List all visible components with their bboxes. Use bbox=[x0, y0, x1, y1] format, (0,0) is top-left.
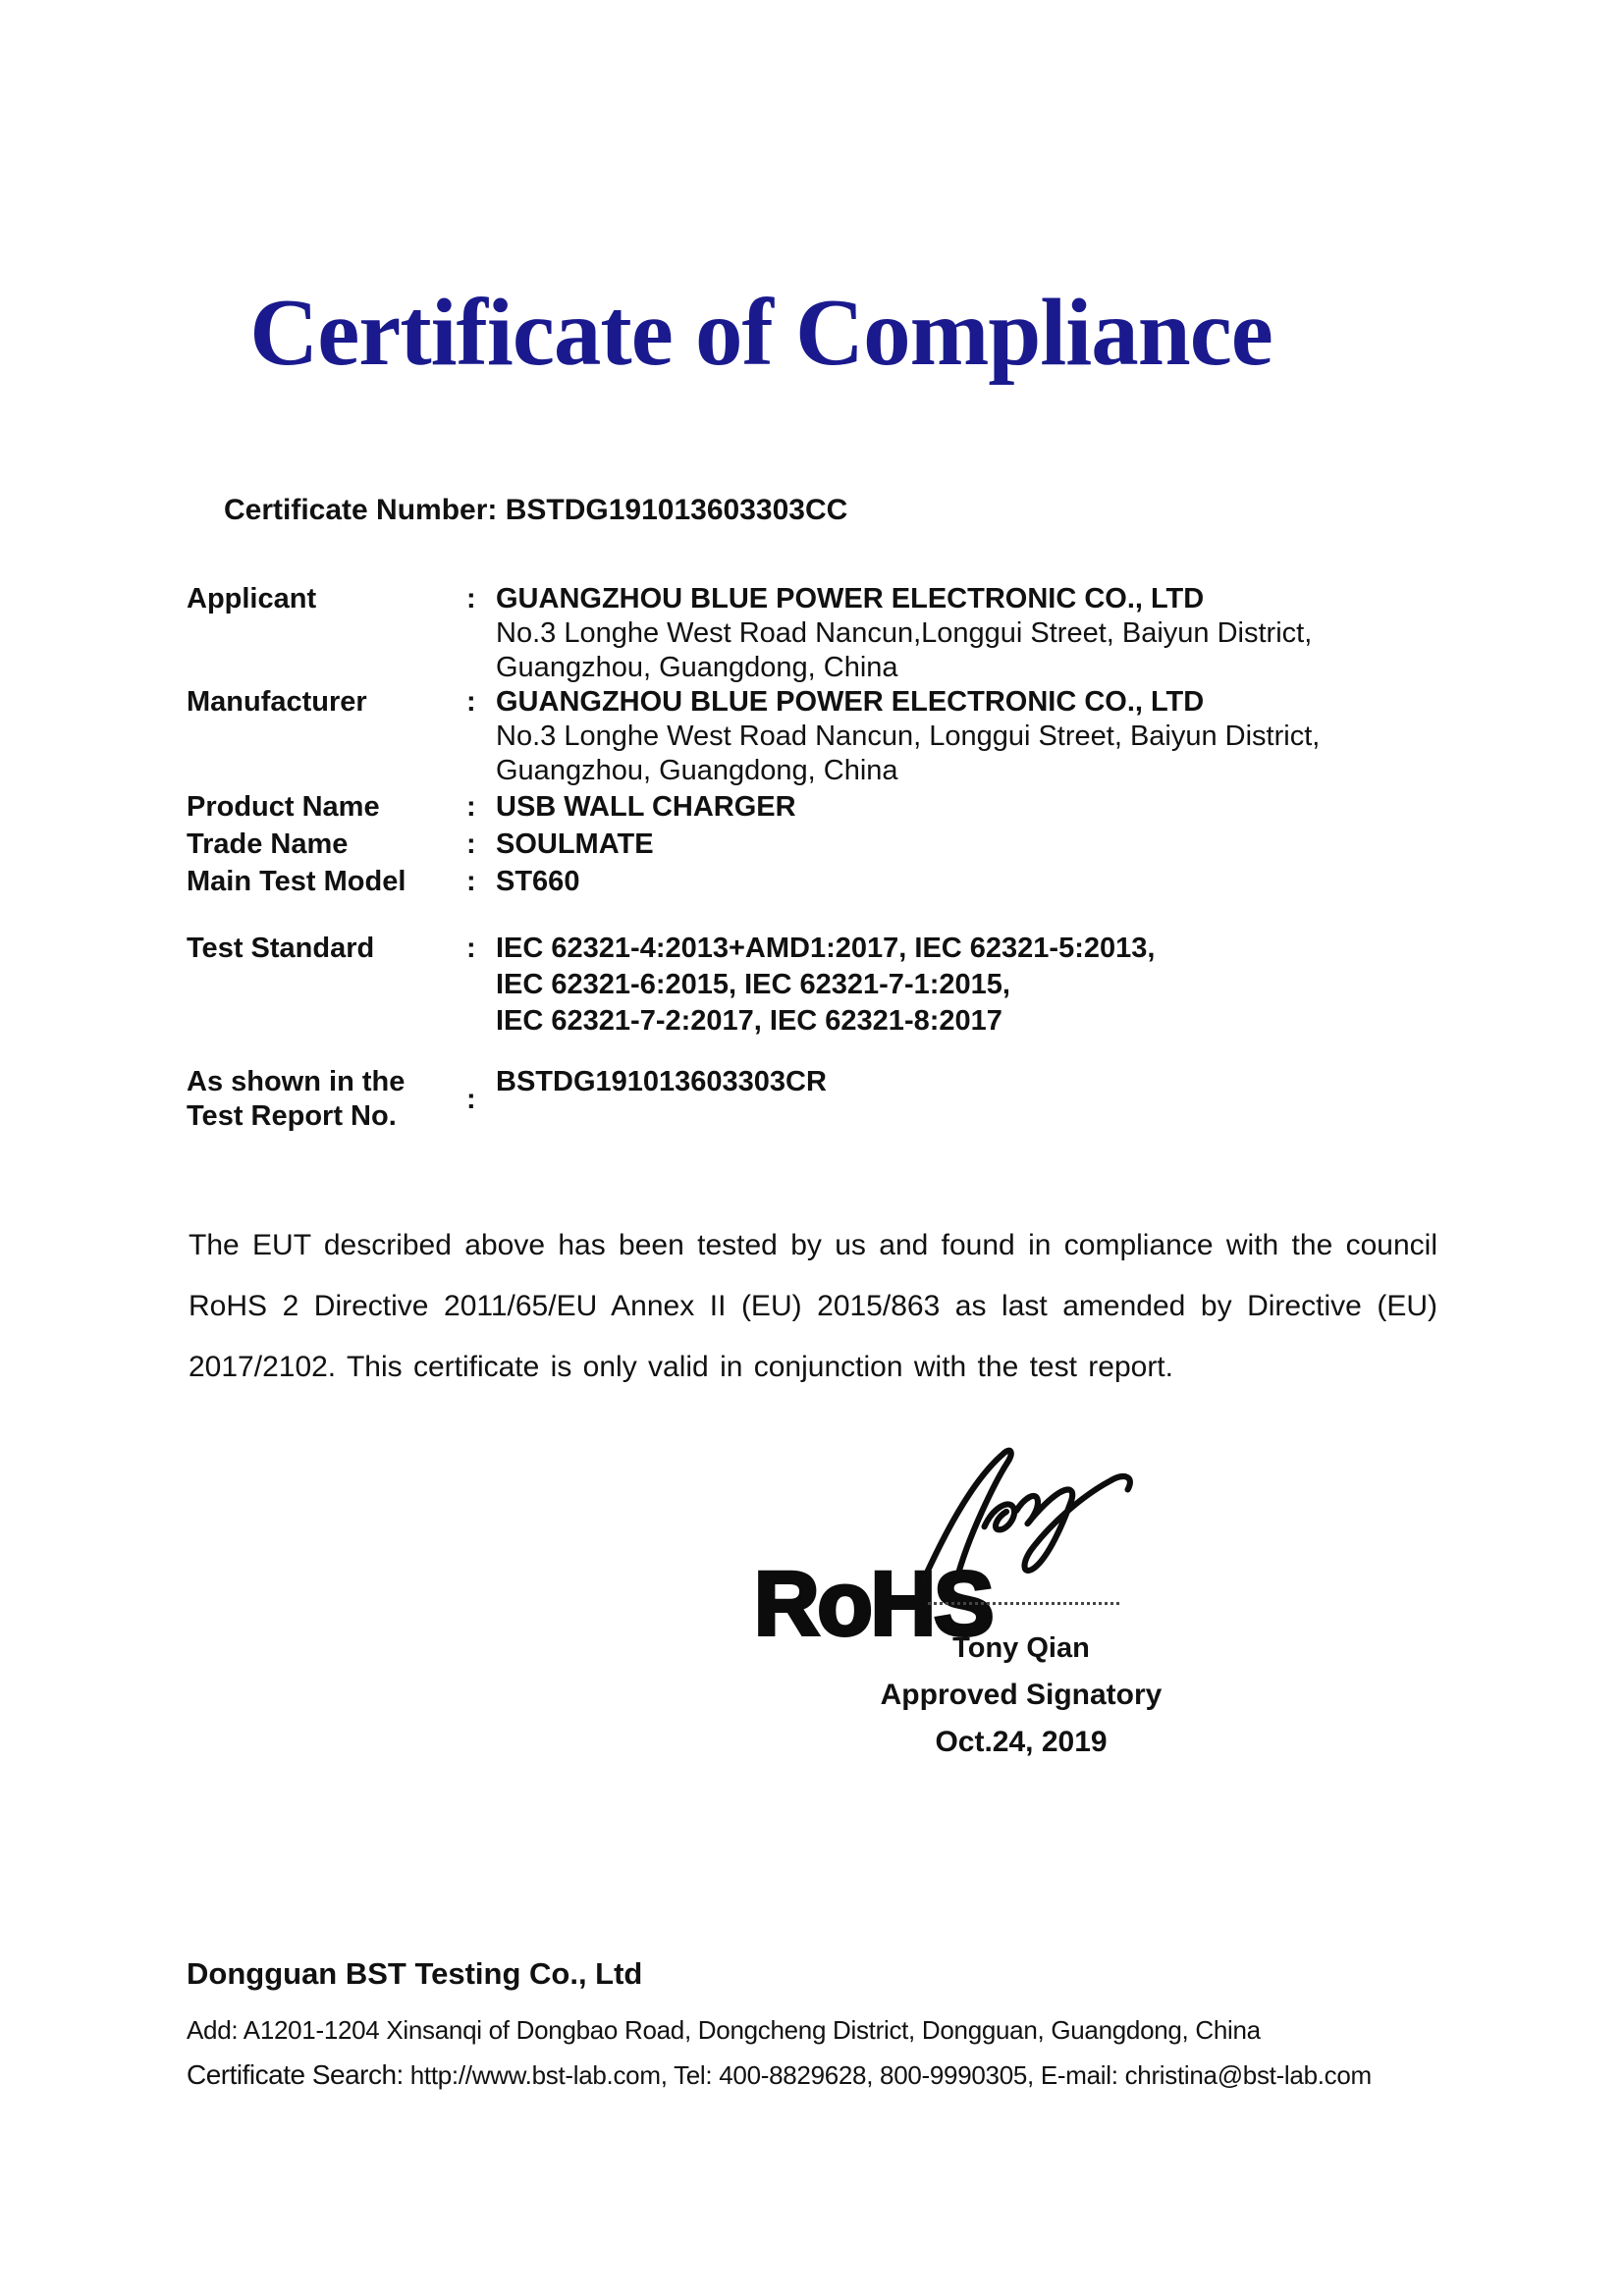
applicant-company: GUANGZHOU BLUE POWER ELECTRONIC CO., LTD bbox=[496, 583, 1205, 614]
test-standard-line: IEC 62321-4:2013+AMD1:2017, IEC 62321-5:2013, bbox=[496, 933, 1156, 964]
test-standard-line: IEC 62321-7-2:2017, IEC 62321-8:2017 bbox=[496, 1005, 1002, 1037]
field-row-main-test-model bbox=[187, 863, 1453, 900]
body-paragraph: The EUT described above has been tested by us and found in compliance with the council RoHS 2 Directive 2011/65/EU Annex II (EU) 2015/863 as last amended by Directive (EU) 2017/2102. This certificate is only valid in conjunction with the test report. bbox=[189, 1229, 1437, 1383]
product-name-value: USB WALL CHARGER bbox=[496, 791, 796, 823]
field-value bbox=[496, 582, 1453, 685]
certificate-search-label: Certificate Search: bbox=[187, 2059, 404, 2090]
signatory-block bbox=[874, 1625, 1168, 1766]
colon: : bbox=[466, 791, 476, 823]
footer-address: Add: A1201-1204 Xinsanqi of Dongbao Road, Dongcheng District, Dongguan, Guangdong, China bbox=[187, 2015, 1261, 2045]
certificate-title: Certificate of Compliance bbox=[249, 280, 1272, 385]
colon: : bbox=[466, 866, 476, 897]
field-row-trade-name bbox=[187, 826, 1453, 863]
footer-company-name: Dongguan BST Testing Co., Ltd bbox=[187, 1956, 643, 1991]
field-label: Product Name bbox=[187, 791, 380, 823]
field-label: Trade Name bbox=[187, 828, 349, 860]
field-row-applicant bbox=[187, 582, 1453, 685]
colon: : bbox=[466, 1083, 476, 1115]
certificate-number-value: BSTDG191013603303CC bbox=[505, 494, 848, 526]
signatory-name: Tony Qian bbox=[952, 1632, 1090, 1664]
certificate-search-value: http://www.bst-lab.com, Tel: 400-8829628, 800-9990305, E-mail: christina@bst-lab.com bbox=[403, 2060, 1372, 2090]
field-row-test-report bbox=[187, 1065, 1453, 1134]
certificate-number-label: Certificate Number: bbox=[224, 494, 498, 526]
test-standard-line: IEC 62321-6:2015, IEC 62321-7-1:2015, bbox=[496, 969, 1010, 1000]
applicant-address-line: Guangzhou, Guangdong, China bbox=[496, 652, 898, 683]
colon: : bbox=[466, 583, 476, 614]
manufacturer-company: GUANGZHOU BLUE POWER ELECTRONIC CO., LTD bbox=[496, 686, 1205, 718]
field-label: Test Standard bbox=[187, 933, 375, 964]
certificate-fields bbox=[187, 582, 1453, 1134]
field-label: Main Test Model bbox=[187, 866, 406, 897]
colon: : bbox=[466, 933, 476, 964]
field-label: As shown in the Test Report No. bbox=[187, 1066, 406, 1132]
test-report-value: BSTDG191013603303CR bbox=[496, 1066, 827, 1097]
signature-dotted-line bbox=[928, 1578, 1119, 1605]
applicant-address-line: No.3 Longhe West Road Nancun,Longgui Street, Baiyun District, bbox=[496, 617, 1313, 649]
signature-image bbox=[908, 1431, 1149, 1598]
field-value bbox=[496, 685, 1453, 788]
field-row-product-name bbox=[187, 788, 1453, 826]
manufacturer-address-line: Guangzhou, Guangdong, China bbox=[496, 755, 898, 786]
field-row-test-standard bbox=[187, 931, 1453, 1040]
main-test-model-value: ST660 bbox=[496, 866, 580, 897]
certificate-number bbox=[224, 494, 847, 527]
colon: : bbox=[466, 686, 476, 718]
field-label: Applicant bbox=[187, 583, 317, 614]
field-row-manufacturer bbox=[187, 685, 1453, 788]
trade-name-value: SOULMATE bbox=[496, 828, 654, 860]
colon: : bbox=[466, 828, 476, 860]
rohs-logo: RoHS bbox=[754, 1554, 993, 1654]
signatory-title: Approved Signatory bbox=[880, 1679, 1163, 1711]
manufacturer-address-line: No.3 Longhe West Road Nancun, Longgui Street, Baiyun District, bbox=[496, 721, 1321, 752]
field-label: Manufacturer bbox=[187, 686, 367, 718]
footer-search-line bbox=[187, 2059, 1372, 2091]
test-standard-value bbox=[496, 931, 1453, 1040]
signature-date: Oct.24, 2019 bbox=[935, 1726, 1108, 1758]
